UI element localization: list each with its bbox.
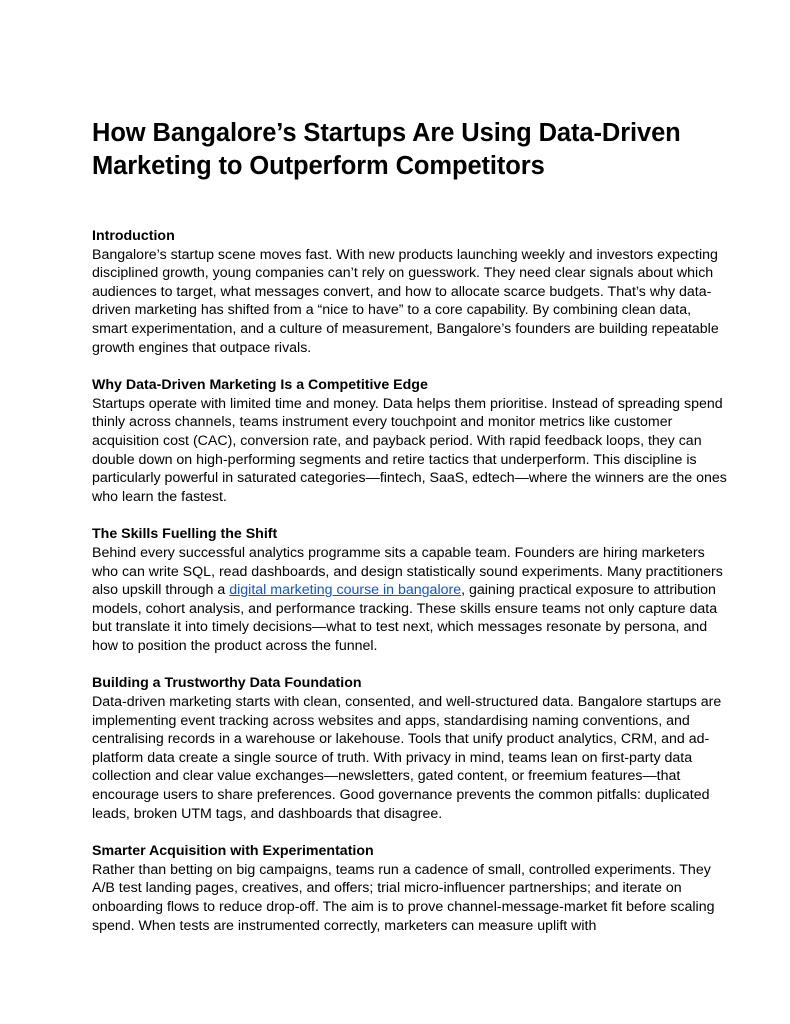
section-heading: The Skills Fuelling the Shift [92,526,278,543]
section-body: Bangalore’s startup scene moves fast. With new products launching weekly and investors expecting disciplined growth, young companies can’t rely on guesswork. They need clear signals about which audiences to target, what messages convert, and how to allocate scarce budgets. That’s why data-driven marketing has shifted from a “nice to have” to a core capability. By combining clean data, smart experimentation, and a culture of measurement, Bangalore’s founders are building repeatable growth engines that outpace rivals. [92,246,719,356]
section-experimentation [92,842,730,935]
document-title: How Bangalore’s Startups Are Using Data-Driven Marketing to Outperform Competitors [92,119,681,180]
section-body: Startups operate with limited time and money. Data helps them prioritise. Instead of spreading spend thinly across channels, teams instrument every touchpoint and monitor metrics like customer acquisition cost (CAC), conversion rate, and payback period. With rapid feedback loops, they can double down on high-performing segments and retire tactics that underperform. This discipline is particularly powerful in saturated categories—fintech, SaaS, edtech—where the winners are the ones who learn the fastest. [92,395,727,505]
section-heading: Building a Trustworthy Data Foundation [92,675,362,692]
section-body-after-link: , gaining practical exposure to attribution models, cohort analysis, and performance tracking. These skills ensure teams not only capture data but translate it into timely decisions—what to test next, which messages resonate by persona, and how to position the product across the funnel. [92,582,718,654]
section-introduction [92,227,730,357]
section-body-before-link: Behind every successful analytics programme sits a capable team. Founders are hiring marketers who can write SQL, read dashboards, and design statistically sound experiments. Many practitioners also upskill through a [92,544,723,599]
section-heading: Smarter Acquisition with Experimentation [92,843,374,860]
section-competitive-edge [92,376,730,506]
section-body: Rather than betting on big campaigns, teams run a cadence of small, controlled experiments. They A/B test landing pages, creatives, and offers; trial micro‑influencer partnerships; and iterate on onboarding flows to reduce drop‑off. The aim is to prove channel‑message‑market fit before scaling spend. When tests are instrumented correctly, marketers can measure uplift with [92,861,715,934]
section-data-foundation [92,674,730,823]
section-skills [92,525,730,655]
course-link[interactable]: digital marketing course in bangalore [229,582,462,599]
section-heading: Why Data-Driven Marketing Is a Competitive Edge [92,377,428,394]
section-body: Data-driven marketing starts with clean, consented, and well-structured data. Bangalore startups are implementing event tracking across websites and apps, standardising naming conventions, and centralising records in a warehouse or lakehouse. Tools that unify product analytics, CRM, and ad-platform data create a single source of truth. With privacy in mind, teams lean on first‑party data collection and clear value exchanges—newsletters, gated content, or freemium features—that encourage users to share preferences. Good governance prevents the common pitfalls: duplicated leads, broken UTM tags, and dashboards that disagree. [92,694,722,822]
section-heading: Introduction [92,228,175,244]
